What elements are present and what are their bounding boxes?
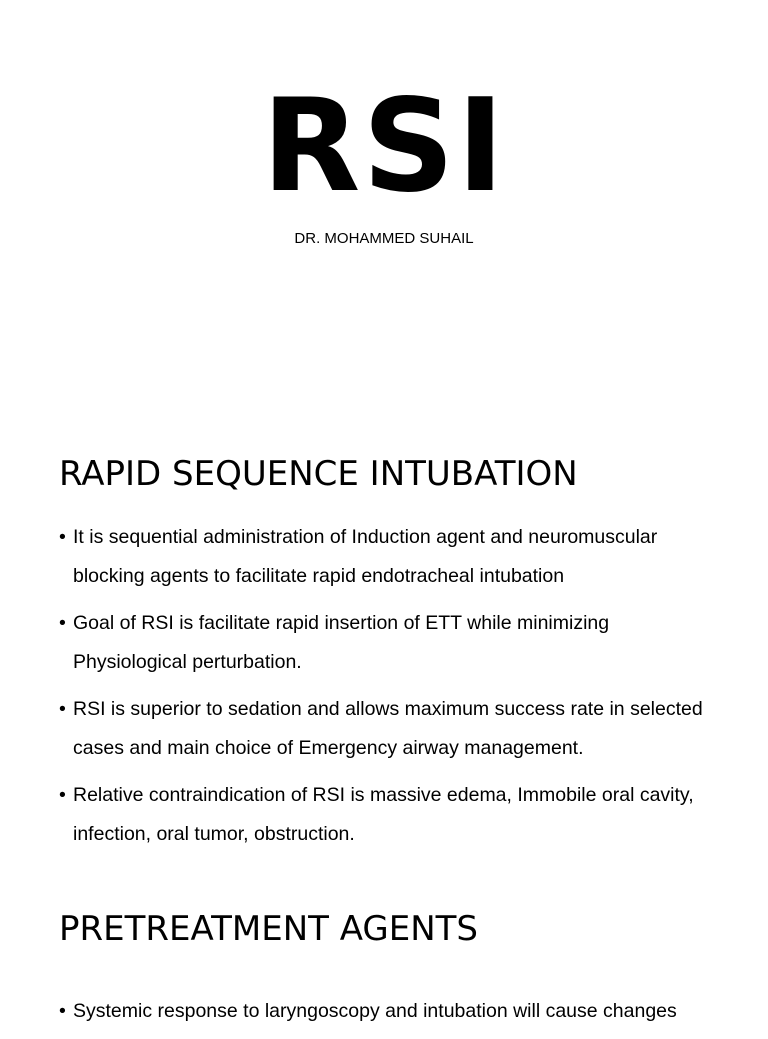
- bullet-text: RSI is superior to sedation and allows maximum success rate in selected cases and main choice of Emergency airway management.: [73, 698, 703, 759]
- bullet-icon: •: [59, 784, 66, 806]
- bullet-text: Goal of RSI is facilitate rapid insertion of ETT while minimizing Physiological perturbation.: [73, 612, 610, 673]
- slide-title: RSI: [261, 72, 507, 221]
- list-item: [59, 992, 719, 1031]
- list-item: [59, 518, 719, 596]
- bullet-text: Systemic response to laryngoscopy and intubation will cause changes: [73, 1000, 677, 1022]
- list-item: [59, 690, 719, 768]
- bullet-text: Relative contraindication of RSI is massive edema, Immobile oral cavity, infection, oral tumor, obstruction.: [73, 784, 694, 845]
- list-item: [59, 604, 719, 682]
- bullet-icon: •: [59, 526, 66, 548]
- author-name: DR. MOHAMMED SUHAIL: [294, 230, 474, 247]
- bullet-text: It is sequential administration of Induction agent and neuromuscular blocking agents to facilitate rapid endotracheal intubation: [73, 526, 658, 587]
- bullet-icon: •: [59, 698, 66, 720]
- title-slide: [0, 0, 768, 384]
- bullet-list-pretreatment: [59, 992, 719, 1039]
- section-heading-pretreatment: PRETREATMENT AGENTS: [59, 909, 478, 949]
- section-heading-rsi: RAPID SEQUENCE INTUBATION: [59, 454, 578, 494]
- bullet-icon: •: [59, 1000, 66, 1022]
- bullet-list-rsi: [59, 518, 719, 862]
- bullet-icon: •: [59, 612, 66, 634]
- list-item: [59, 776, 719, 854]
